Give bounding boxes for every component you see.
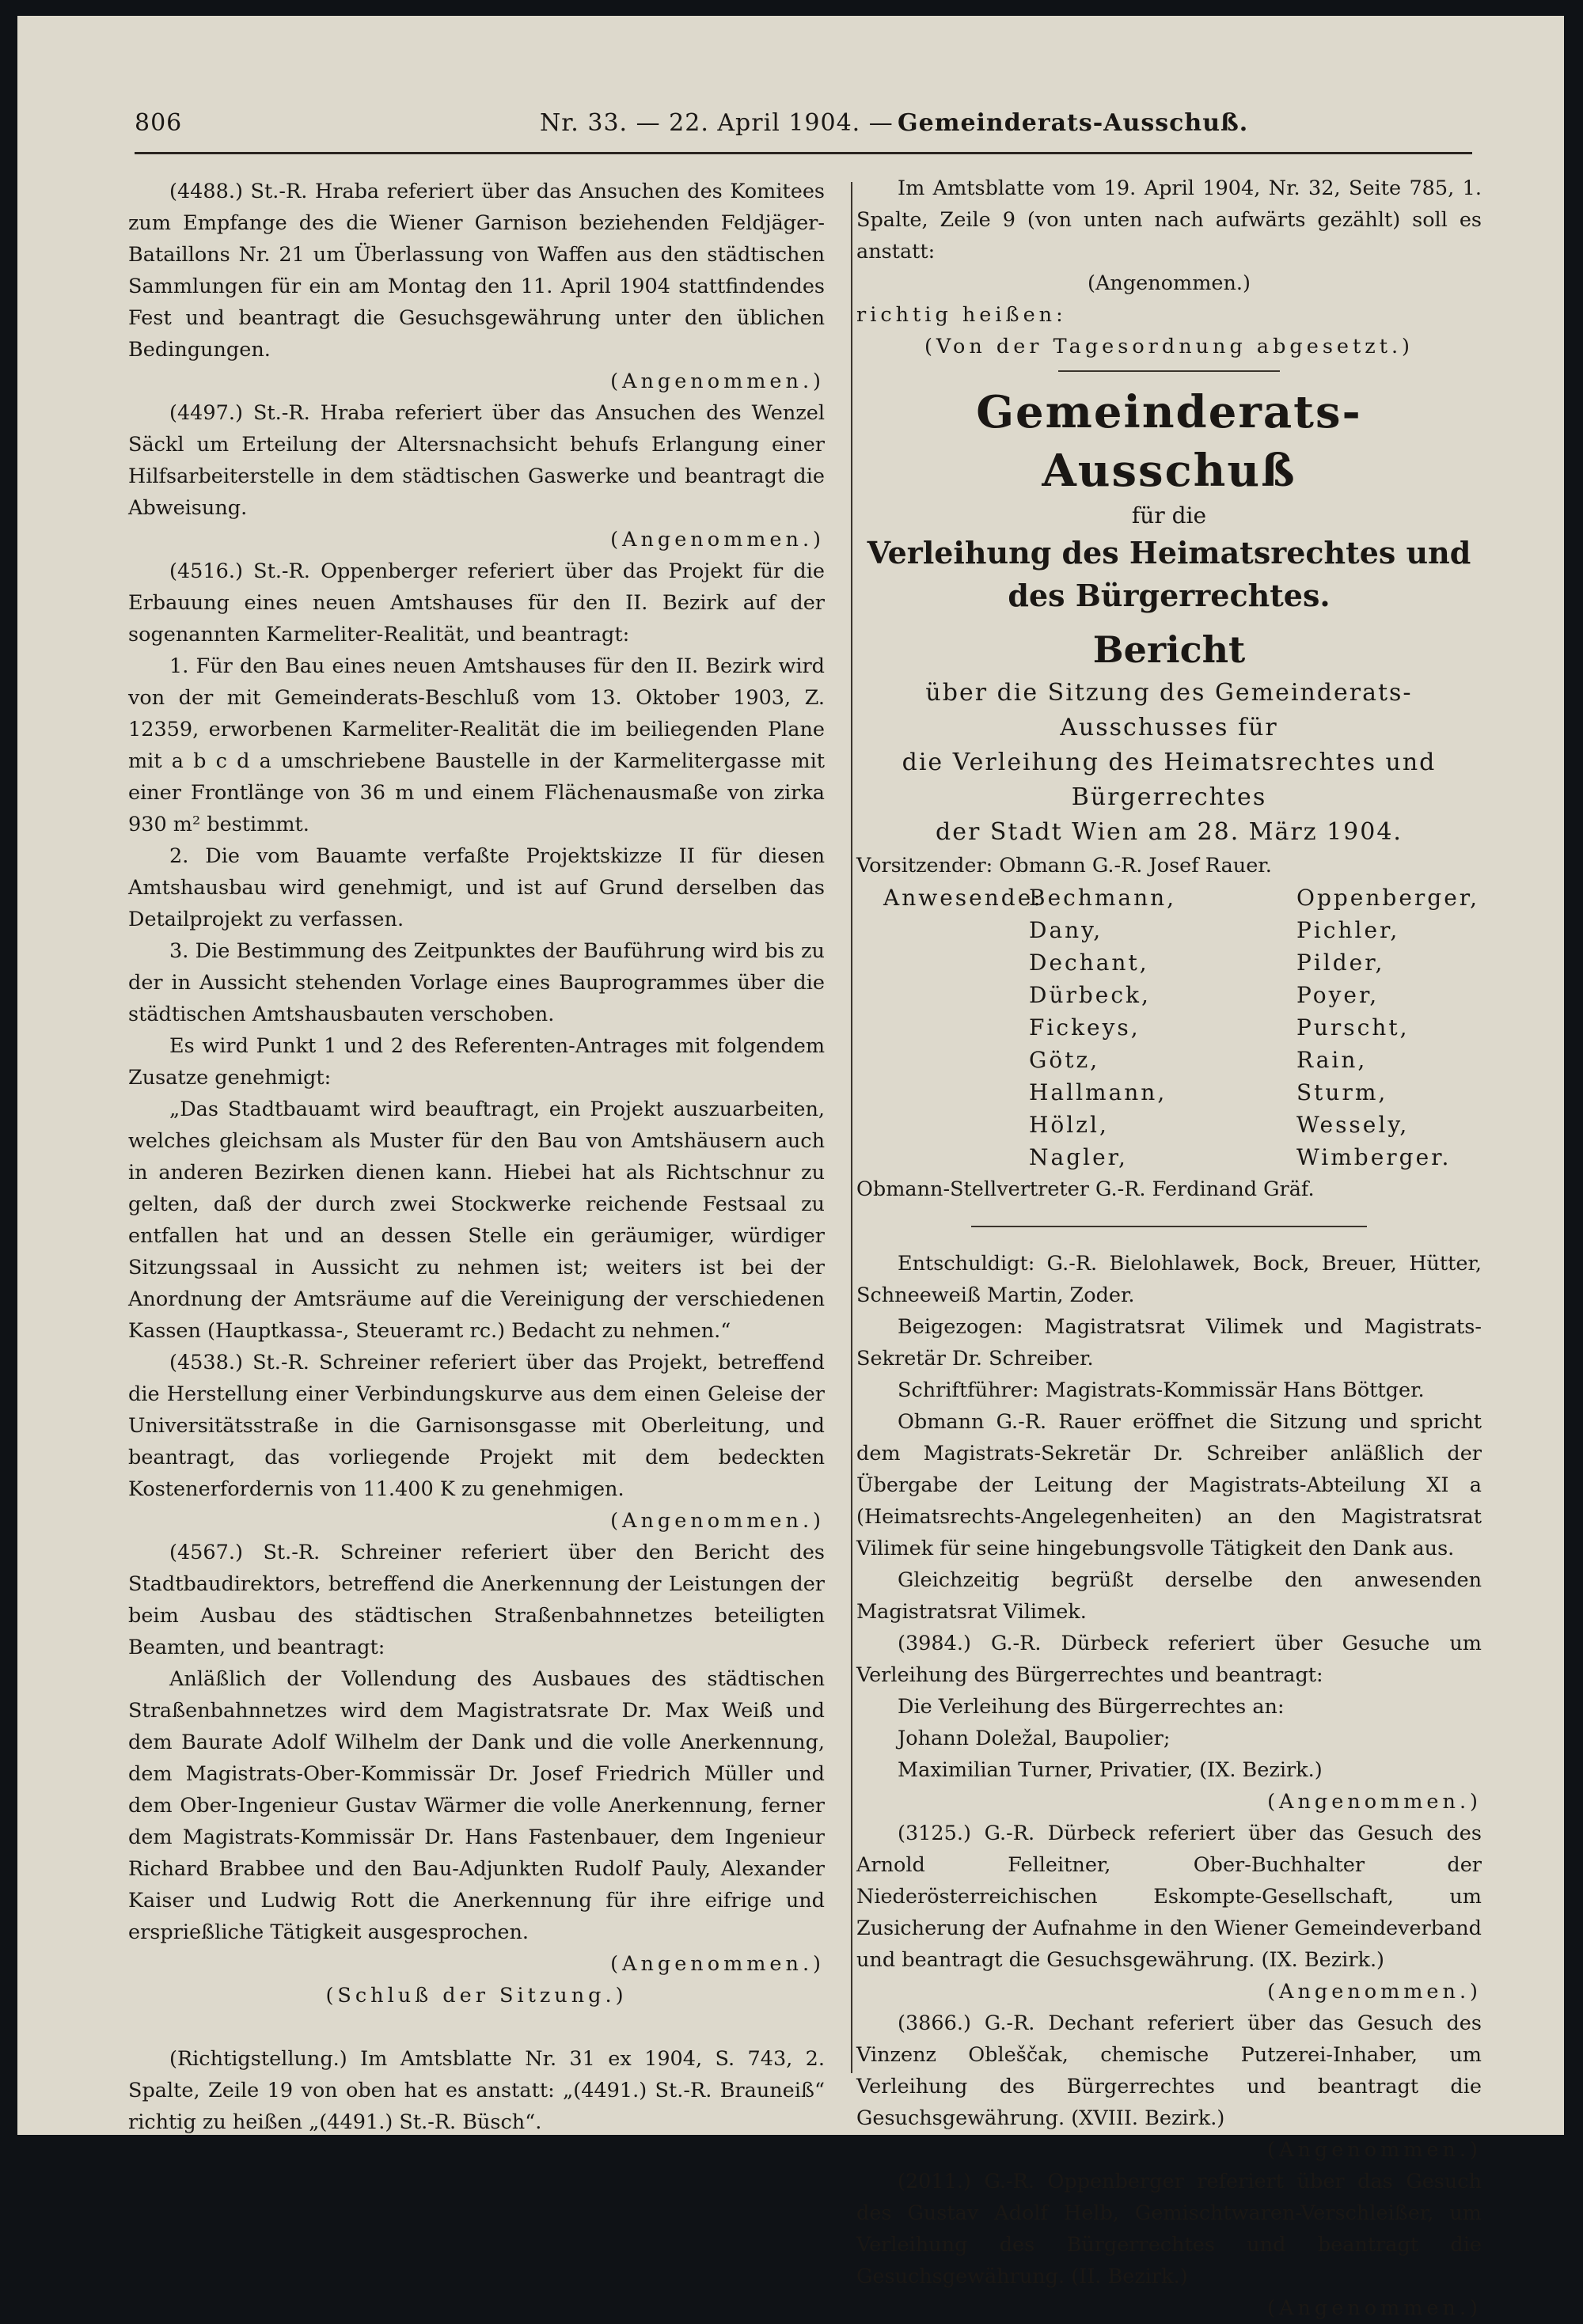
- item-4538-result: (Angenommen.): [610, 1509, 825, 1533]
- attendee: Purscht,: [1296, 1014, 1410, 1041]
- greeting: Gleichzeitig begrüßt derselbe den anwesenden Magistratsrat Vilimek.: [856, 1568, 1482, 1624]
- item-3984-result: (Angenommen.): [1267, 1790, 1482, 1814]
- correction-note: (Richtigstellung.) Im Amtsblatte Nr. 31 ex 1904, S. 743, 2. Spalte, Zeile 19 von oben hat es anstatt: „(4491.) St.-R. Brauneiß“ richtig zu heißen „(4491.) St.-R. Büsch“.: [128, 2047, 825, 2134]
- report-about-line-3: der Stadt Wien am 28. März 1904.: [936, 818, 1403, 846]
- attendee: Hallmann,: [1029, 1079, 1167, 1105]
- attendee: Bechmann,: [1029, 885, 1177, 911]
- item-3125: (3125.) G.-R. Dürbeck referiert über das Gesuch des Arnold Felleitner, Ober-Buchhalter der Niederösterreichischen Eskompte-Gesellschaft, um Zusicherung der Aufnahme in den Wiener Gemeindeverband und beantragt die Gesuchsgewährung. (IX. Bezirk.): [856, 1822, 1482, 1972]
- header-rule: [135, 152, 1472, 154]
- item-3984-line-3: Maximilian Turner, Privatier, (IX. Bezirk.): [898, 1758, 1323, 1782]
- attendee: Nagler,: [1029, 1144, 1128, 1170]
- top-note-removed: (Von der Tagesordnung abgesetzt.): [924, 335, 1414, 358]
- item-4497-result: (Angenommen.): [610, 528, 825, 552]
- present-label: Anwesende:: [883, 885, 1043, 911]
- deputy-chairman: Obmann-Stellvertreter G.-R. Ferdinand Gräf.: [856, 1177, 1315, 1201]
- section-title: Gemeinderats-Ausschuß.: [898, 109, 1249, 137]
- item-4516-point-1: 1. Für den Bau eines neuen Amtshauses für den II. Bezirk wird von der mit Gemeinderats-Beschluß vom 13. Oktober 1903, Z. 12359, erworbenen Karmeliter-Realität die im beiliegenden Plane mit a b c d a umschriebene Baustelle in der Karmelitergasse mit einer Frontlänge von 36 m und einem Flächenausmaße von zirka 930 m² bestimmt.: [128, 654, 825, 836]
- report-title: Bericht: [1092, 628, 1246, 671]
- closing-note: (Schluß der Sitzung.): [325, 1984, 628, 2007]
- attendee: Dürbeck,: [1029, 982, 1151, 1008]
- item-4516-intro: (4516.) St.-R. Oppenberger referiert über das Projekt für die Erbauung eines neuen Amtshauses für den II. Bezirk auf der sogenannten Karmeliter-Realität, und beantragt:: [128, 559, 825, 646]
- issue-line: Nr. 33. — 22. April 1904. —: [540, 109, 894, 137]
- chairman: Vorsitzender: Obmann G.-R. Josef Rauer.: [856, 854, 1272, 878]
- attendee: Wimberger.: [1296, 1144, 1452, 1170]
- page-number: 806: [135, 109, 183, 137]
- item-3866: (3866.) G.-R. Dechant referiert über das Gesuch des Vinzenz Obleščak, chemische Putzerei-Inhaber, um Verleihung des Bürgerrechtes und beantragt die Gesuchsgewährung. (XVIII. Bezirk.): [856, 2011, 1482, 2130]
- attendee: Hölzl,: [1029, 1112, 1109, 1138]
- item-3125-result: (Angenommen.): [1267, 1980, 1482, 2004]
- report-about-line-1: über die Sitzung des Gemeinderats-Ausschusses für: [925, 679, 1413, 741]
- attendee: Dechant,: [1029, 950, 1149, 976]
- column-divider: [851, 182, 852, 2073]
- opening-remarks: Obmann G.-R. Rauer eröffnet die Sitzung und spricht dem Magistrats-Sekretär Dr. Schreiber anläßlich der Übergabe der Leitung der Magistrats-Abteilung XI a (Heimatsrechts-Angelegenheiten) an den Magistratsrat Vilimek für seine hingebungsvolle Tätigkeit den Dank aus.: [856, 1410, 1482, 1560]
- newspaper-page: [17, 16, 1564, 2320]
- top-note: Im Amtsblatte vom 19. April 1904, Nr. 32, Seite 785, 1. Spalte, Zeile 9 (von unten nach aufwärts gezählt) soll es anstatt:: [856, 176, 1482, 263]
- right-column: [856, 172, 1482, 2324]
- item-4567-result: (Angenommen.): [610, 1952, 825, 1976]
- item-4488-result: (Angenommen.): [610, 370, 825, 393]
- item-4516-quote: „Das Stadtbauamt wird beauftragt, ein Projekt auszuarbeiten, welches gleichsam als Muster für den Bau von Amtshäusern auch in anderen Bezirken dienen kann. Hiebei hat als Richtschnur zu gelten, daß der durch zwei Stockwerke reichende Festsaal zu entfallen hat und an dessen Stelle ein geräumiger, würdiger Sitzungssaal in Aussicht zu nehmen ist; weiters ist bei der Anordnung der Amtsräume auf die Vereinigung der verschiedenen Kassen (Hauptkassa-, Steueramt rc.) Bedacht zu nehmen.“: [128, 1098, 825, 1343]
- top-note-result: (Angenommen.): [1088, 271, 1251, 295]
- committee-subtitle: für die: [1131, 502, 1207, 529]
- attendee: Pichler,: [1296, 917, 1400, 943]
- divider-rule: [1058, 370, 1280, 372]
- left-column: [128, 176, 825, 2138]
- item-4538: (4538.) St.-R. Schreiner referiert über das Projekt, betreffend die Herstellung einer Verbindungskurve aus dem einen Geleise der Universitätsstraße in die Garnisonsgasse mit Oberleitung, und beantragt, das vorliegende Projekt mit dem bedeckten Kostenerfordernis von 11.400 K zu genehmigen.: [128, 1351, 825, 1501]
- attached-officials: Beigezogen: Magistratsrat Vilimek und Magistrats-Sekretär Dr. Schreiber.: [856, 1315, 1482, 1371]
- attendee: Dany,: [1029, 917, 1103, 943]
- item-4516-decision: Es wird Punkt 1 und 2 des Referenten-Antrages mit folgendem Zusatze genehmigt:: [128, 1034, 825, 1090]
- item-3866-result: (Angenommen.): [1267, 2138, 1482, 2162]
- item-4516-point-2: 2. Die vom Bauamte verfaßte Projektskizze II für diesen Amtshausbau wird genehmigt, und ist auf Grund derselben das Detailprojekt zu verfassen.: [128, 844, 825, 931]
- attendee: Sturm,: [1296, 1079, 1388, 1105]
- item-4567-intro: (4567.) St.-R. Schreiner referiert über den Bericht des Stadtbaudirektors, betreffend die Anerkennung der Leistungen der beim Ausbau des städtischen Straßenbahnnetzes beteiligten Beamten, und beantragt:: [128, 1541, 825, 1659]
- committee-title: Gemeinderats-Ausschuß: [976, 386, 1362, 497]
- attendee: Pilder,: [1296, 950, 1385, 976]
- attendance-list: [883, 881, 1482, 1173]
- secretary: Schriftführer: Magistrats-Kommissär Hans Böttger.: [898, 1378, 1425, 1402]
- attendee: Wessely,: [1296, 1112, 1410, 1138]
- item-4497: (4497.) St.-R. Hraba referiert über das Ansuchen des Wenzel Säckl um Erteilung der Altersnachsicht behufs Erlangung einer Hilfsarbeiterstelle in dem städtischen Gaswerke und beantragt die Abweisung.: [128, 401, 825, 520]
- attendee: Oppenberger,: [1296, 885, 1479, 911]
- item-3984-line-1: Die Verleihung des Bürgerrechtes an:: [898, 1695, 1285, 1719]
- divider-rule: [971, 1226, 1367, 1227]
- item-4488: (4488.) St.-R. Hraba referiert über das Ansuchen des Komitees zum Empfange des die Wiener Garnison beziehenden Feldjäger-Bataillons Nr. 21 um Überlassung von Waffen aus den städtischen Sammlungen für ein am Montag den 11. April 1904 stattfindendes Fest und beantragt die Gesuchsgewährung unter den üblichen Bedingungen.: [128, 180, 825, 362]
- item-4567-body: Anläßlich der Vollendung des Ausbaues des städtischen Straßenbahnnetzes wird dem Magistratsrate Dr. Max Weiß und dem Baurate Adolf Wilhelm der Dank und die volle Anerkennung, dem Magistrats-Ober-Kommissär Dr. Josef Friedrich Müller und dem Ober-Ingenieur Gustav Wärmer die volle Anerkennung, ferner dem Magistrats-Kommissär Dr. Hans Fastenbauer, dem Ingenieur Richard Brabbee und den Bau-Adjunkten Rudolf Pauly, Alexander Kaiser und Ludwig Rott die Anerkennung für ihre eifrige und ersprießliche Tätigkeit ausgesprochen.: [128, 1667, 825, 1944]
- report-about-line-2: die Verleihung des Heimatsrechtes und Bürgerrechtes: [902, 749, 1437, 811]
- item-3984-intro: (3984.) G.-R. Dürbeck referiert über Gesuche um Verleihung des Bürgerrechtes und beantragt:: [856, 1632, 1482, 1687]
- item-4516-point-3: 3. Die Bestimmung des Zeitpunktes der Bauführung wird bis zu der in Aussicht stehenden Vorlage eines Bauprogrammes über die städtischen Amtshausbauten verschoben.: [128, 939, 825, 1026]
- attendee: Fickeys,: [1029, 1014, 1141, 1041]
- attendee: Poyer,: [1296, 982, 1380, 1008]
- top-note-continuation: richtig heißen:: [856, 303, 1067, 327]
- attendee: Götz,: [1029, 1047, 1100, 1073]
- attendee: Rain,: [1296, 1047, 1368, 1073]
- excused-list: Entschuldigt: G.-R. Bielohlawek, Bock, Breuer, Hütter, Schneeweiß Martin, Zoder.: [856, 1252, 1482, 1307]
- committee-topic: Verleihung des Heimatsrechtes und des Bürgerrechtes.: [867, 535, 1471, 613]
- item-2011: (2011.) G.-R. Oppenberger referiert über das Gesuch des Gustav Adolf Helb, Gemischtwaren-Verschleißer, um Verleihung des Bürgerrechtes und beantragt die Gesuchsgewährung. (II. Bezirk.): [856, 2170, 1482, 2288]
- item-3984-line-2: Johann Doležal, Baupolier;: [898, 1727, 1171, 1750]
- item-2011-result: (Angenommen.): [1267, 2296, 1482, 2320]
